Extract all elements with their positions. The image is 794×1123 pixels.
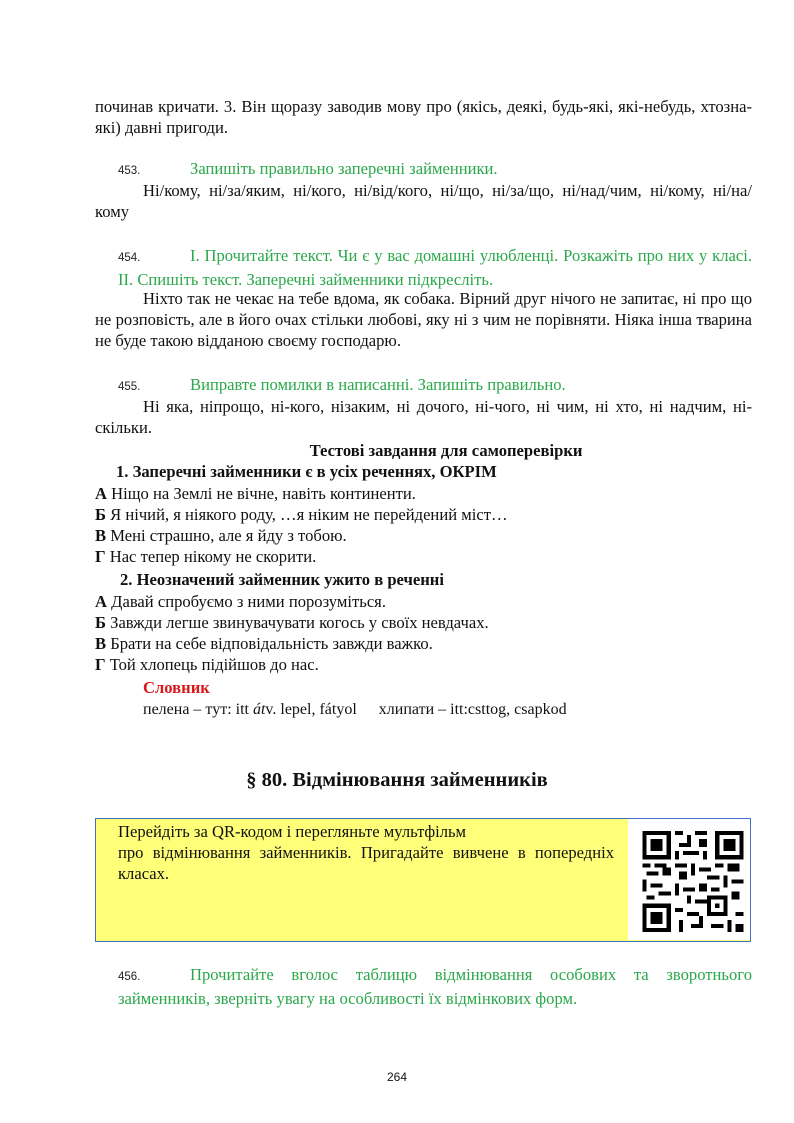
answer-option: Б Завжди легше звинувачувати когось у своїх невдачах. (95, 613, 489, 632)
dictionary-entries (143, 699, 794, 720)
answer-option: В Мені страшно, але я йду з тобою. (95, 526, 347, 545)
exercise-455-body: Ні яка, ніпрощо, ні-кого, нізаким, ні дочого, ні-чого, ні чим, ні хто, ні надчим, ні-скільки. (95, 397, 752, 437)
exercise-453-task (118, 158, 752, 182)
exercise-454-task (118, 245, 752, 290)
question-2: 2. Неозначений займенник ужито в реченні (120, 570, 444, 589)
dictionary-title: Словник (143, 678, 210, 697)
answer-option: Б Я нічий, я ніякого роду, …я ніким не перейдений міст… (95, 505, 508, 524)
dictionary-entry: v. lepel, fátyol (265, 701, 357, 718)
task-instruction: Виправте помилки в написанні. Запишіть правильно. (190, 375, 566, 394)
exercise-number: 455. (118, 381, 141, 393)
exercise-number: 454. (118, 252, 141, 264)
question-1: 1. Заперечні займенники є в усіх реченнях, ОКРІМ (116, 462, 497, 481)
exercise-454-body: Ніхто так не чекає на тебе вдома, як собака. Вірний друг нічого не запитає, ні про що не розповість, але в його очах стільки любові, яку ні з чим не порівняти. Ніяка інша тварина не буде такою відданою своєму господарю. (95, 289, 752, 350)
exercise-456-task (118, 964, 752, 1009)
answer-option: А Ніщо на Землі не вічне, навіть континенти. (95, 484, 416, 503)
exercise-number: 453. (118, 165, 141, 177)
answer-option: Г Нас тепер нікому не скорити. (95, 547, 317, 566)
qr-code[interactable] (628, 819, 750, 940)
answer-option: Г Той хлопець підійшов до нас. (95, 655, 319, 674)
exercise-number: 456. (118, 971, 141, 983)
continuation-text: починав кричати. 3. Він щоразу заводив мову про (якісь, деякі, будь-які, які-небудь, хтозна-які) давні пригоди. (95, 97, 752, 137)
qr-code-icon (642, 831, 744, 932)
tests-title: Тестові завдання для самоперевірки (309, 441, 583, 460)
section-title: § 80. Відмінювання займенників (246, 769, 548, 791)
dictionary-entry: хлипати – itt:csttog, csapkod (378, 701, 567, 718)
qr-info-box (95, 818, 751, 942)
qr-box-line: Перейдіть за QR-кодом і перегляньте мультфільм (118, 822, 467, 841)
task-instruction: Запишіть правильно заперечні займенники. (190, 159, 498, 178)
task-instruction: Прочитайте вголос таблицю відмінювання особових та зворотнього займенників, зверніть увагу на особливості їх відмінкових форм. (118, 965, 752, 1008)
qr-box-line: про відмінювання займенників. Пригадайте вивчене в попередніх класах. (118, 843, 614, 883)
answer-option: В Брати на себе відповідальність завжди важко. (95, 634, 433, 653)
exercise-455-task (118, 374, 752, 398)
qr-box-text (118, 821, 614, 884)
dictionary-entry: пелена – тут: itt (143, 701, 253, 718)
task-instruction: I. Прочитайте текст. Чи є у вас домашні улюбленці. Розкажіть про них у класі. II. Спишіть текст. Заперечні займенники підкресліть. (118, 246, 752, 289)
answer-option: А Давай спробуємо з ними порозуміться. (95, 592, 386, 611)
dictionary-entry-italic: át (252, 701, 266, 718)
exercise-453-body: Ні/кому, ні/за/яким, ні/кого, ні/від/кого, ні/що, ні/за/що, ні/над/чим, ні/кому, ні/на/кому (95, 181, 752, 221)
page-number: 264 (386, 1070, 408, 1084)
